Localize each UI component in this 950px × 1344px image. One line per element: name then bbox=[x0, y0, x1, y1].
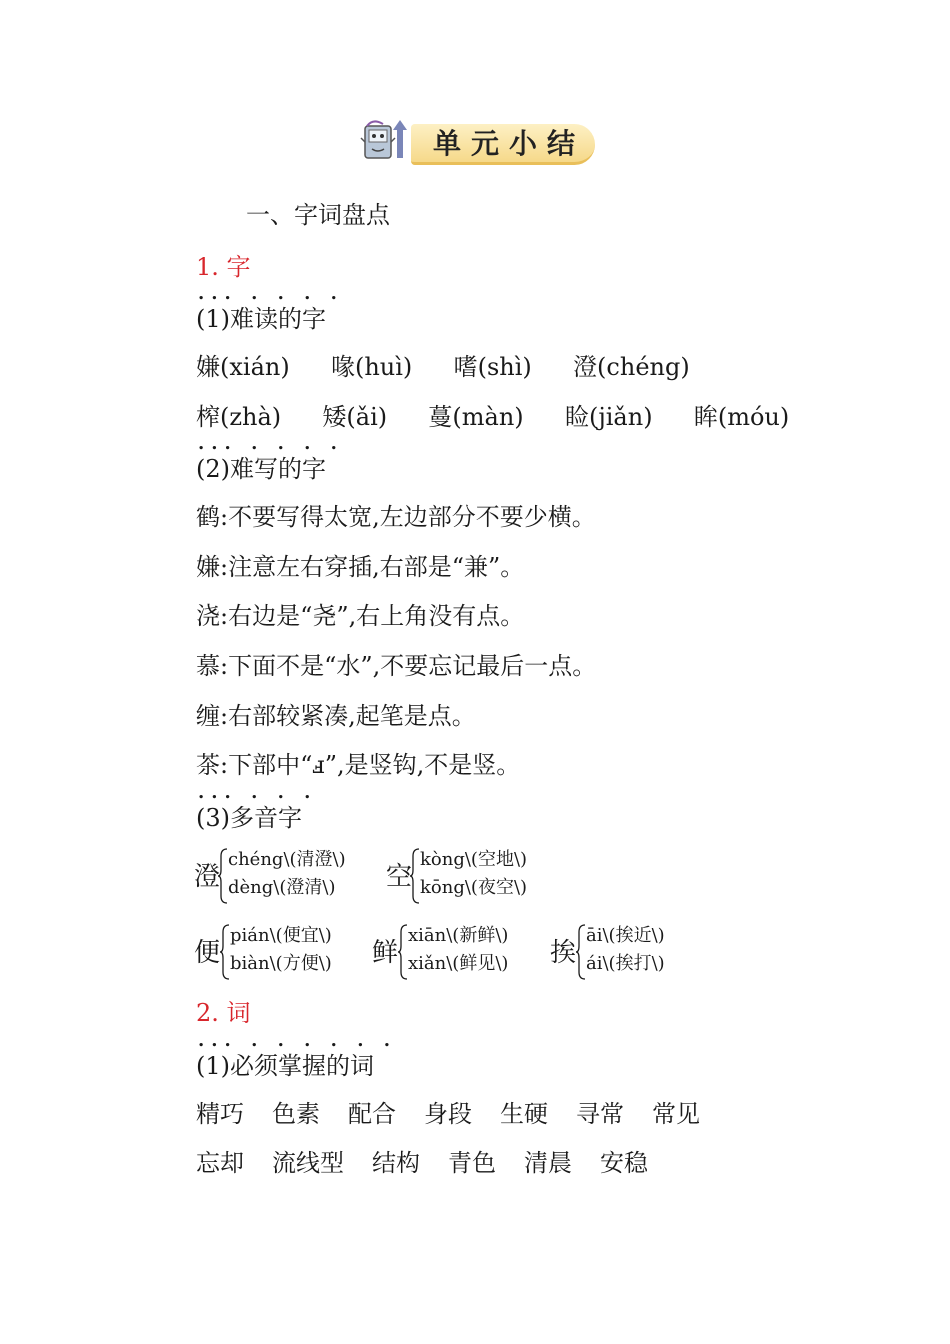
list-item: 生硬 bbox=[500, 1100, 548, 1128]
brace-icon bbox=[220, 924, 230, 980]
hard-to-write-item: 浇:右边是“尧”,右上角没有点。 bbox=[196, 602, 525, 630]
polyphone-reading: pián\(便宜\) bbox=[230, 925, 332, 946]
list-item: 喙(huì) bbox=[330, 353, 413, 381]
polyphone-char: 便 bbox=[194, 938, 221, 968]
polyphone-char: 澄 bbox=[194, 862, 221, 892]
list-item: 榨(zhà) bbox=[196, 403, 282, 431]
brace-icon bbox=[410, 848, 420, 904]
hard-to-write-item: 嫌:注意左右穿插,右部是“兼”。 bbox=[196, 553, 525, 581]
polyphone-group bbox=[372, 922, 542, 982]
page-title: 单元小结 bbox=[433, 127, 586, 160]
polyphone-reading: āi\(挨近\) bbox=[586, 925, 665, 946]
title-banner bbox=[355, 116, 597, 164]
polyphone-reading: ái\(挨打\) bbox=[586, 953, 665, 974]
brace-icon bbox=[576, 924, 586, 980]
polyphone-group bbox=[194, 922, 364, 982]
list-item: 配合 bbox=[348, 1100, 396, 1128]
hard-to-write-label: (2)难写的字 bbox=[196, 455, 326, 483]
hard-to-read-row-2 bbox=[196, 402, 789, 432]
list-item: 嗜(shì) bbox=[453, 353, 532, 381]
polyphone-reading: kòng\(空地\) bbox=[420, 849, 528, 870]
list-item: 色素 bbox=[272, 1100, 320, 1128]
list-item: 眸(móu) bbox=[693, 403, 790, 431]
word-row-1 bbox=[196, 1099, 728, 1129]
polyphones-label: (3)多音字 bbox=[196, 804, 302, 832]
list-item: 嫌(xián) bbox=[196, 353, 290, 381]
list-item: 青色 bbox=[448, 1149, 496, 1177]
polyphone-char: 鲜 bbox=[372, 938, 399, 968]
hard-to-read-label: (1)难读的字 bbox=[196, 305, 326, 333]
hard-to-write-item: 鹤:不要写得太宽,左边部分不要少横。 bbox=[196, 503, 596, 531]
emphasis-dots: ... . . . . bbox=[198, 283, 344, 304]
list-item: 忘却 bbox=[196, 1149, 244, 1177]
emphasis-dots: ... . . . bbox=[198, 782, 318, 803]
list-item: 澄(chéng) bbox=[573, 353, 690, 381]
emphasis-dots: ... . . . . . . bbox=[198, 1030, 397, 1051]
polyphone-reading: xiān\(新鲜\) bbox=[408, 925, 509, 946]
brace-icon bbox=[398, 924, 408, 980]
hard-to-write-item: 茶:下部中“ⅎ”,是竖钩,不是竖。 bbox=[196, 751, 521, 779]
section-heading: 一、字词盘点 bbox=[246, 201, 390, 229]
must-master-label: (1)必须掌握的词 bbox=[196, 1052, 374, 1080]
hard-to-write-item: 慕:下面不是“水”,不要忘记最后一点。 bbox=[196, 652, 597, 680]
hard-to-write-item: 缠:右部较紧凑,起笔是点。 bbox=[196, 702, 476, 730]
hard-to-read-row-1 bbox=[196, 352, 690, 382]
list-item: 清晨 bbox=[524, 1149, 572, 1177]
polyphone-char: 挨 bbox=[550, 938, 577, 968]
polyphone-group bbox=[386, 846, 566, 906]
list-item: 流线型 bbox=[272, 1149, 344, 1177]
polyphone-reading: kōng\(夜空\) bbox=[420, 877, 528, 898]
part-2-heading: 2. 词 bbox=[196, 999, 251, 1027]
list-item: 蔓(màn) bbox=[428, 403, 524, 431]
list-item: 结构 bbox=[372, 1149, 420, 1177]
word-row-2 bbox=[196, 1148, 676, 1178]
polyphone-reading: dèng\(澄清\) bbox=[228, 877, 336, 898]
list-item: 矮(ǎi) bbox=[322, 403, 388, 431]
polyphone-group bbox=[194, 846, 374, 906]
polyphone-group bbox=[550, 922, 700, 982]
list-item: 精巧 bbox=[196, 1100, 244, 1128]
list-item: 常见 bbox=[652, 1100, 700, 1128]
polyphone-char: 空 bbox=[386, 862, 413, 892]
part-1-heading: 1. 字 bbox=[196, 253, 251, 281]
list-item: 寻常 bbox=[576, 1100, 624, 1128]
list-item: 身段 bbox=[424, 1100, 472, 1128]
book-mascot-icon bbox=[355, 116, 411, 164]
polyphone-reading: biàn\(方便\) bbox=[230, 953, 332, 974]
list-item: 安稳 bbox=[600, 1149, 648, 1177]
list-item: 睑(jiǎn) bbox=[564, 403, 653, 431]
brace-icon bbox=[218, 848, 228, 904]
polyphone-reading: xiǎn\(鲜见\) bbox=[408, 953, 509, 974]
polyphone-reading: chéng\(清澄\) bbox=[228, 849, 346, 870]
emphasis-dots: ... . . . . bbox=[198, 433, 344, 454]
